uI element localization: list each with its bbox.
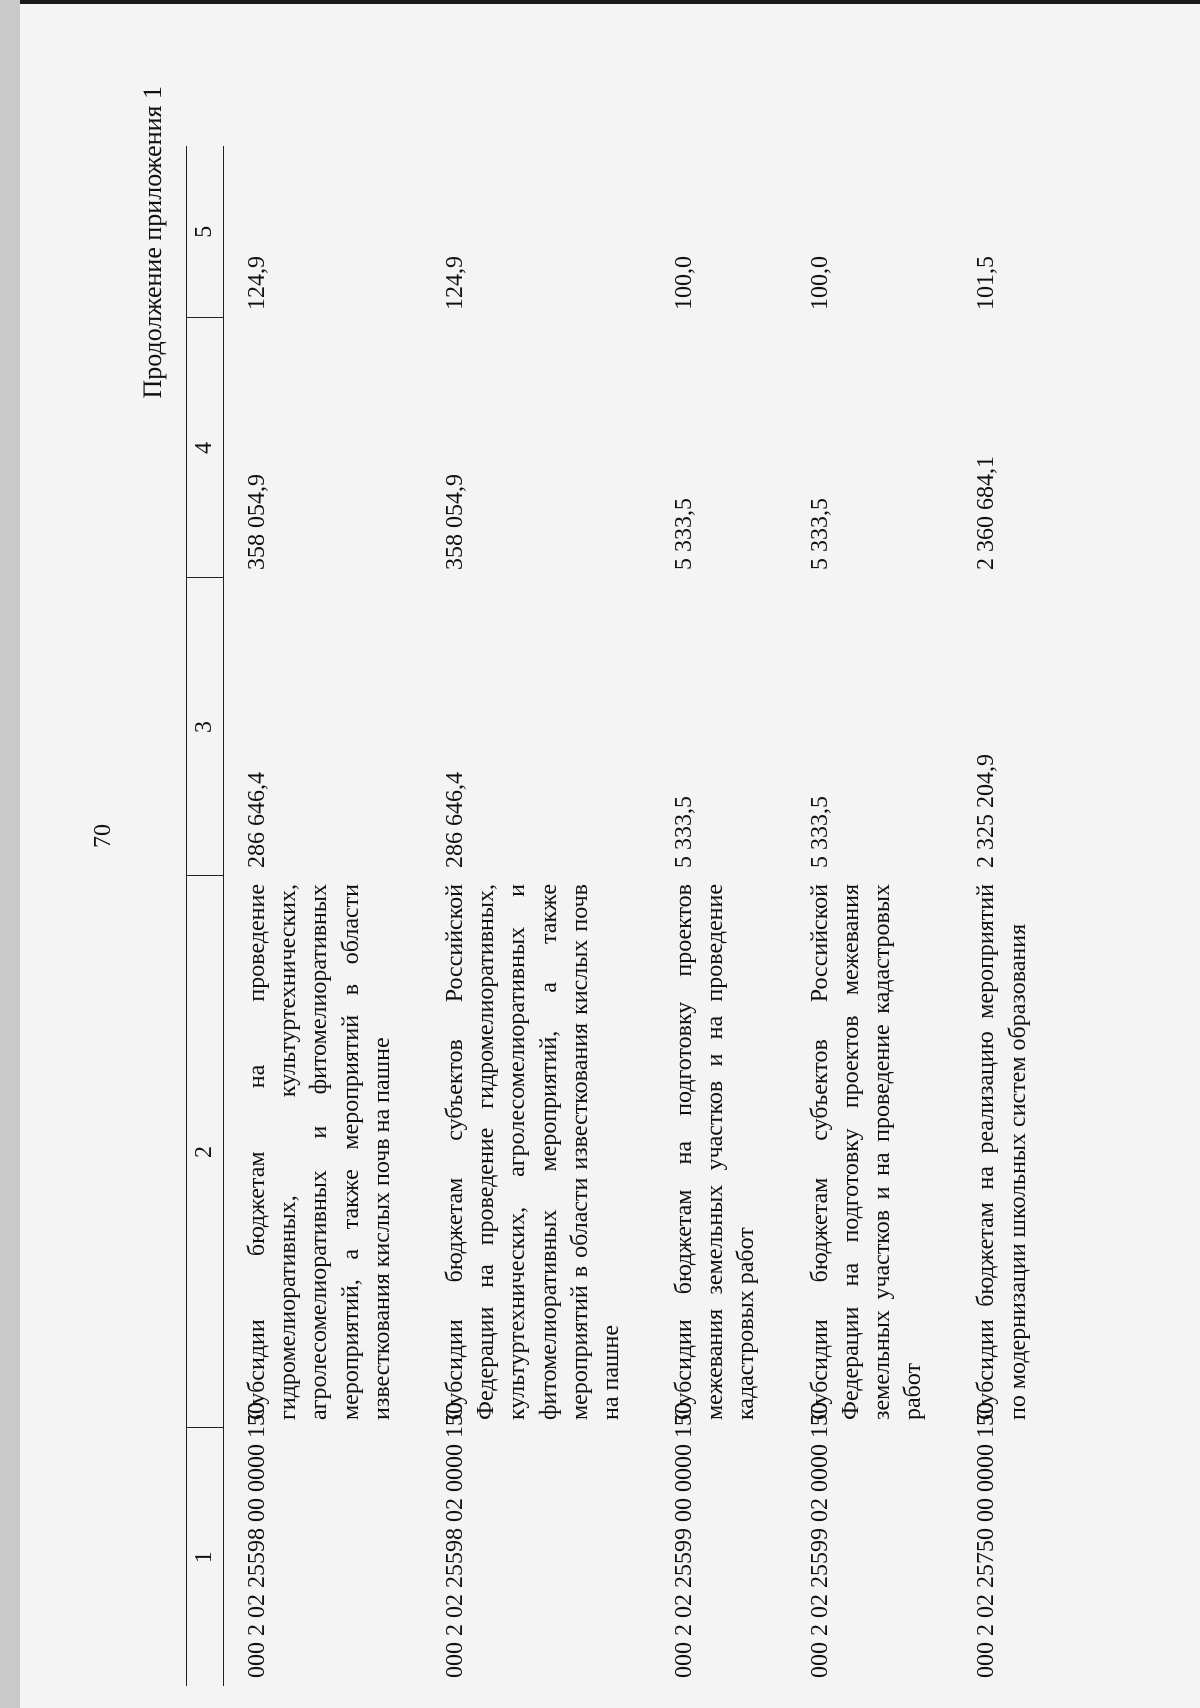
continuation-caption: Продолжение приложения 1 [138, 86, 167, 399]
rotated-document-page [20, 8, 1200, 1708]
value-col4: 358 054,9 [441, 474, 468, 570]
column-header-5: 5 [187, 146, 224, 318]
value-col5: 124,9 [441, 256, 468, 310]
page-number: 70 [90, 824, 116, 848]
value-col4: 5 333,5 [671, 498, 698, 570]
table-row [422, 146, 651, 1686]
value-col3: 5 333,5 [806, 796, 833, 868]
budget-code: 000 2 02 25599 00 0000 150 [671, 1402, 698, 1678]
value-col4: 5 333,5 [806, 498, 833, 570]
value-col4: 2 360 684,1 [973, 456, 1000, 570]
item-description: Субсидии бюджетам субъектов Российской Федерации на проведение гидромелиоративных, культуртехнических, агролесомелиоративных и фитомелиоративных мероприятий, а также мероприятий в области известкования кислых почв на пашне [441, 884, 624, 1420]
table-row [651, 146, 787, 1686]
table-row [953, 146, 1057, 1686]
value-col3: 286 646,4 [244, 772, 270, 868]
value-col3: 2 325 204,9 [973, 754, 1000, 868]
table-row [787, 146, 954, 1686]
scan-left-edge [0, 0, 20, 1708]
budget-code: 000 2 02 25599 02 0000 150 [806, 1402, 833, 1678]
column-header-4: 4 [187, 318, 224, 578]
scan-top-edge [0, 0, 1200, 4]
value-col3: 286 646,4 [441, 772, 468, 868]
table-row [224, 146, 422, 1686]
budget-code: 000 2 02 25750 00 0000 150 [973, 1402, 1000, 1678]
value-col4: 358 054,9 [244, 474, 270, 570]
value-col5: 124,9 [244, 256, 270, 310]
item-description: Субсидии бюджетам на подготовку проектов межевания земельных участков и на проведение кадастровых работ [671, 884, 760, 1420]
budget-code: 000 2 02 25598 00 0000 150 [244, 1402, 270, 1678]
value-col5: 101,5 [973, 256, 1000, 310]
item-description: Субсидии бюджетам субъектов Российской Федерации на подготовку проектов межевания земельных участков и на проведение кадастровых работ [806, 884, 927, 1420]
column-header-3: 3 [187, 578, 224, 876]
item-description: Субсидии бюджетам на реализацию мероприятий по модернизации школьных систем образования [973, 884, 1031, 1420]
value-col5: 100,0 [671, 256, 698, 310]
budget-code: 000 2 02 25598 02 0000 150 [441, 1402, 468, 1678]
column-number-row [187, 146, 224, 1686]
budget-table [186, 146, 1058, 1686]
column-header-2: 2 [187, 876, 224, 1428]
column-header-1: 1 [187, 1428, 224, 1686]
value-col5: 100,0 [806, 256, 833, 310]
item-description: Субсидии бюджетам на проведение гидромелиоративных, культуртехнических, агролесомелиоративных и фитомелиоративных мероприятий, а также мероприятий в области известкования кислых почв на пашне [244, 884, 395, 1420]
value-col3: 5 333,5 [671, 796, 698, 868]
